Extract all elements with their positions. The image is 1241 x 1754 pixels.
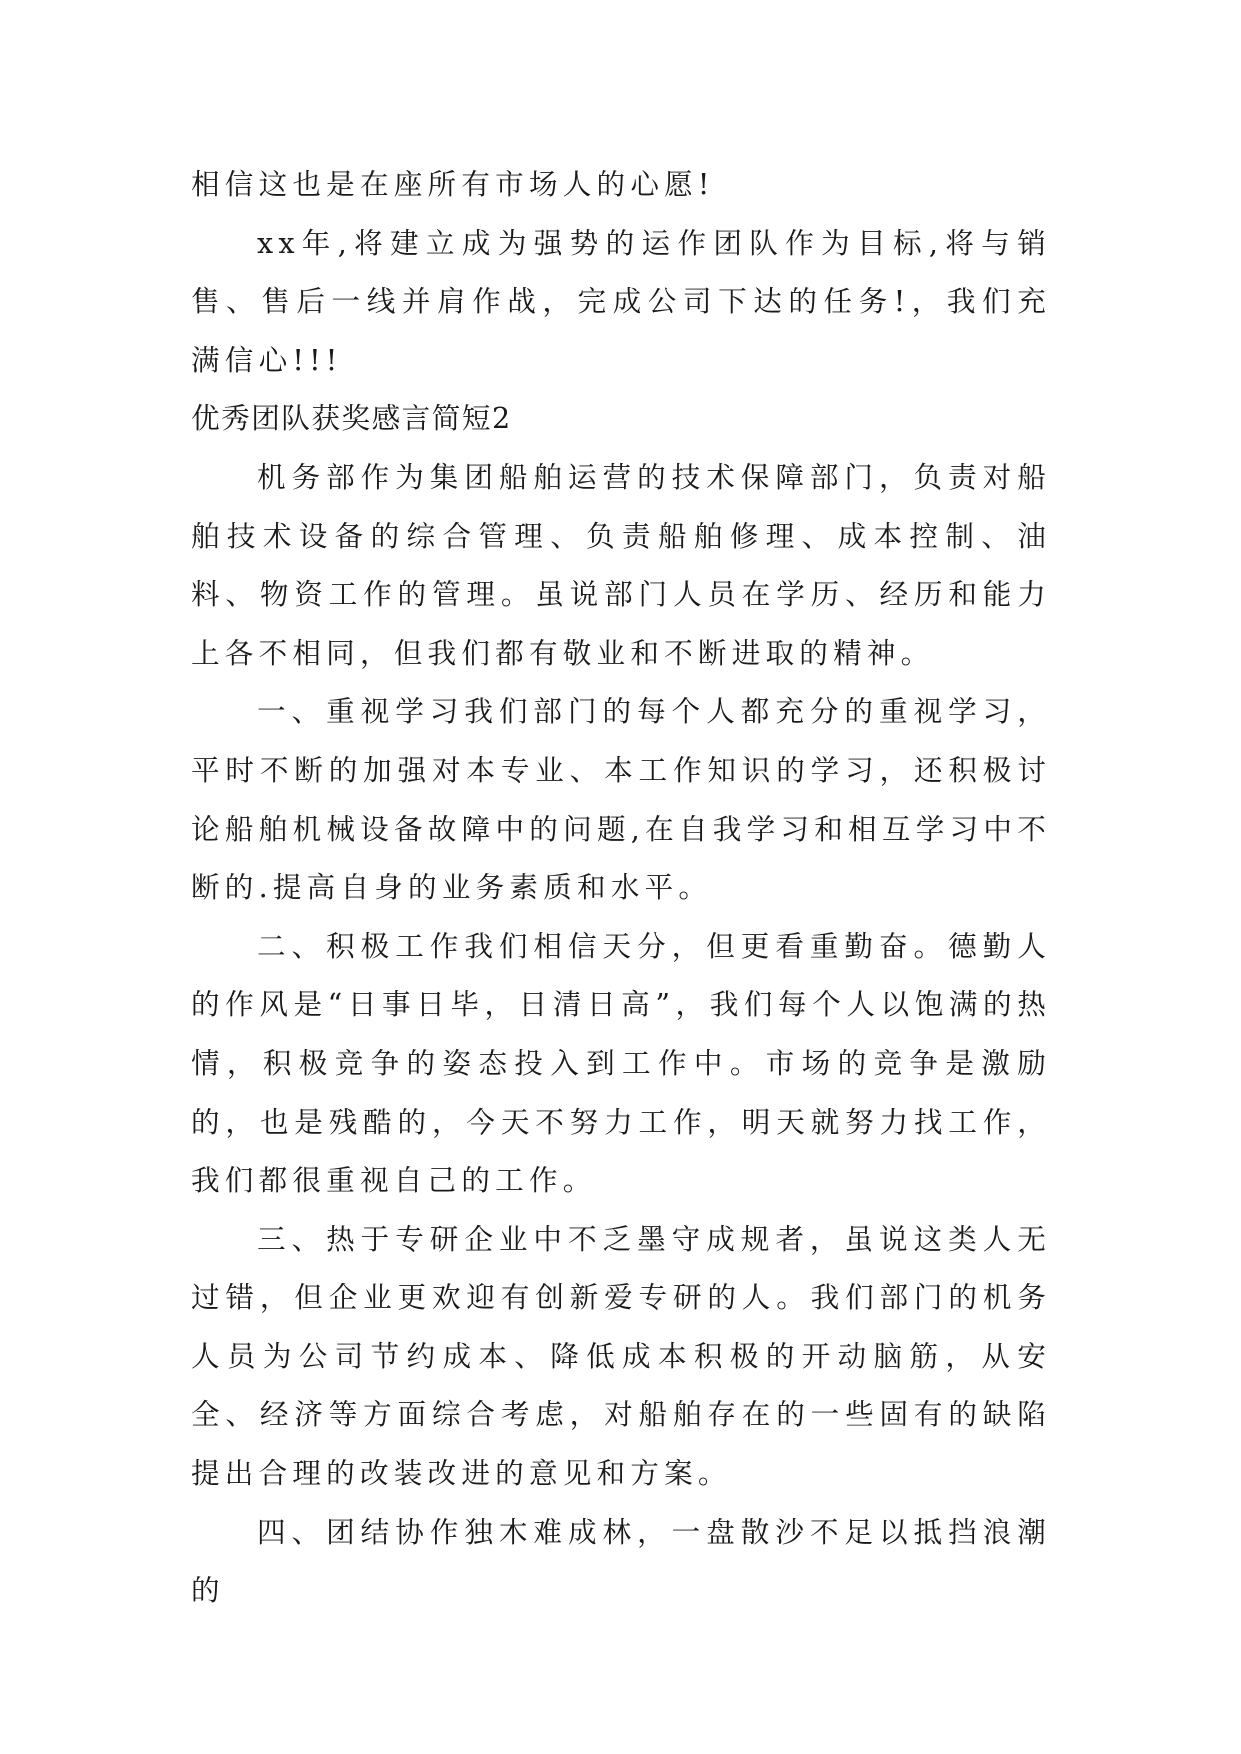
paragraph-point-teamwork: 四、团结协作独木难成林，一盘散沙不足以抵挡浪潮的: [191, 1514, 1051, 1608]
paragraph-point-work: 二、积极工作我们相信天分，但更看重勤奋。德勤人的作风是“日事日毕，日清日高”，我们每个人以饱满的热情，积极竞争的姿态投入到工作中。市场的竞争是激励的，也是残酷的，今天不努力工作，明天就努力找工作，我们都很重视自己的工作。: [191, 928, 1051, 1198]
section-heading: 优秀团队获奖感言简短2: [191, 401, 512, 436]
paragraph-point-research: 三、热于专研企业中不乏墨守成规者，虽说这类人无过错，但企业更欢迎有创新爱专研的人。我们部门的机务人员为公司节约成本、降低成本积极的开动脑筋，从安全、经济等方面综合考虑，对船舶存在的一些固有的缺陷提出合理的改装改进的意见和方案。: [191, 1221, 1051, 1491]
paragraph-point-learning: 一、重视学习我们部门的每个人都充分的重视学习，平时不断的加强对本专业、本工作知识的学习，还积极讨论船舶机械设备故障中的问题,在自我学习和相互学习中不断的.提高自身的业务素质和水平。: [191, 694, 1051, 905]
paragraph-goal-statement: xx年,将建立成为强势的运作团队作为目标,将与销售、售后一线并肩作战，完成公司下达的任务!，我们充满信心!!!: [191, 225, 1051, 377]
paragraph-intro-closing: 相信这也是在座所有市场人的心愿!: [191, 167, 715, 201]
paragraph-department-intro: 机务部作为集团船舶运营的技术保障部门，负责对船舶技术设备的综合管理、负责船舶修理、成本控制、油料、物资工作的管理。虽说部门人员在学历、经历和能力上各不相同，但我们都有敬业和不断进取的精神。: [191, 459, 1051, 670]
document-body: [191, 155, 1051, 1620]
